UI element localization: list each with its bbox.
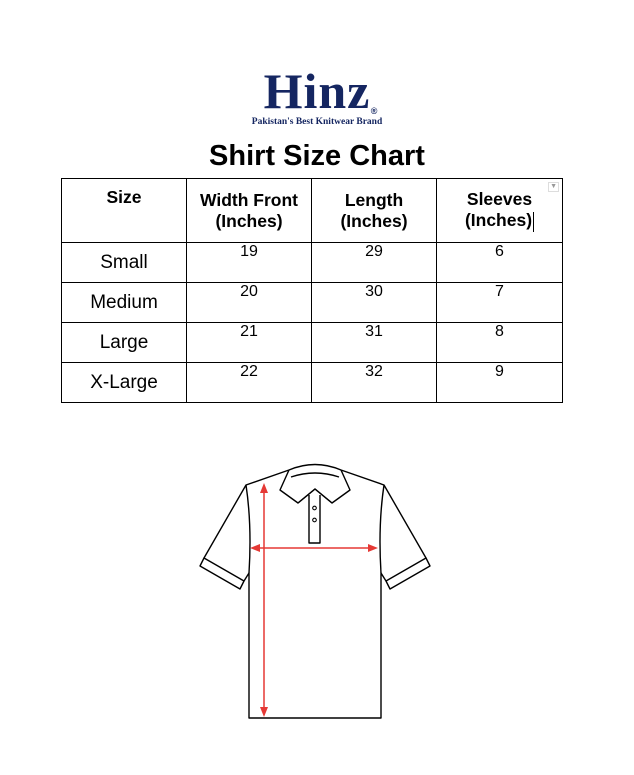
collar (280, 470, 350, 503)
size-cell: X-Large (62, 363, 187, 403)
brand-logo (0, 63, 634, 119)
length-arrow-top-icon (260, 483, 268, 493)
width-cell: 21 (187, 323, 312, 363)
length-arrow-bottom-icon (260, 707, 268, 717)
left-cuff (200, 558, 244, 589)
page-title: Shirt Size Chart (209, 140, 425, 172)
sleeves-cell: 7 (437, 283, 563, 323)
sleeves-cell: 9 (437, 363, 563, 403)
width-arrow-right-icon (368, 544, 378, 552)
header-sleeves[interactable]: Sleeves (Inches) ▼ (437, 179, 563, 243)
length-cell: 29 (312, 243, 437, 283)
table-header-row (62, 179, 563, 243)
collar-opening (298, 489, 332, 503)
left-armhole (246, 485, 250, 573)
width-cell: 19 (187, 243, 312, 283)
size-cell: Medium (62, 283, 187, 323)
collar-back (289, 465, 341, 471)
sleeves-cell: 8 (437, 323, 563, 363)
placket (309, 495, 320, 543)
table-row (62, 323, 563, 363)
length-cell: 32 (312, 363, 437, 403)
width-arrow-left-icon (250, 544, 260, 552)
size-chart-table (61, 178, 563, 403)
header-length: Length (Inches) (312, 179, 437, 243)
width-cell: 20 (187, 283, 312, 323)
length-cell: 31 (312, 323, 437, 363)
width-cell: 22 (187, 363, 312, 403)
header-width-front: Width Front (Inches) (187, 179, 312, 243)
dropdown-arrow-icon[interactable]: ▼ (550, 183, 557, 190)
header-size: Size (62, 179, 187, 243)
sleeves-cell: 6 (437, 243, 563, 283)
text-cursor (533, 212, 534, 232)
right-armhole (380, 485, 384, 573)
size-cell: Small (62, 243, 187, 283)
right-cuff (386, 558, 430, 589)
registered-mark: ® (370, 106, 379, 116)
collar-band (291, 473, 339, 477)
table-row (62, 243, 563, 283)
shirt-outline (200, 465, 430, 719)
brand-tagline: Pakistan's Best Knitwear Brand (251, 117, 383, 127)
polo-shirt-icon (0, 455, 634, 725)
size-cell: Large (62, 323, 187, 363)
button-icon (313, 518, 317, 522)
brand-name: Hinz ® (264, 66, 371, 116)
shirt-body (204, 470, 426, 718)
button-icon (313, 506, 317, 510)
length-cell: 30 (312, 283, 437, 323)
table-row (62, 363, 563, 403)
table-row (62, 283, 563, 323)
